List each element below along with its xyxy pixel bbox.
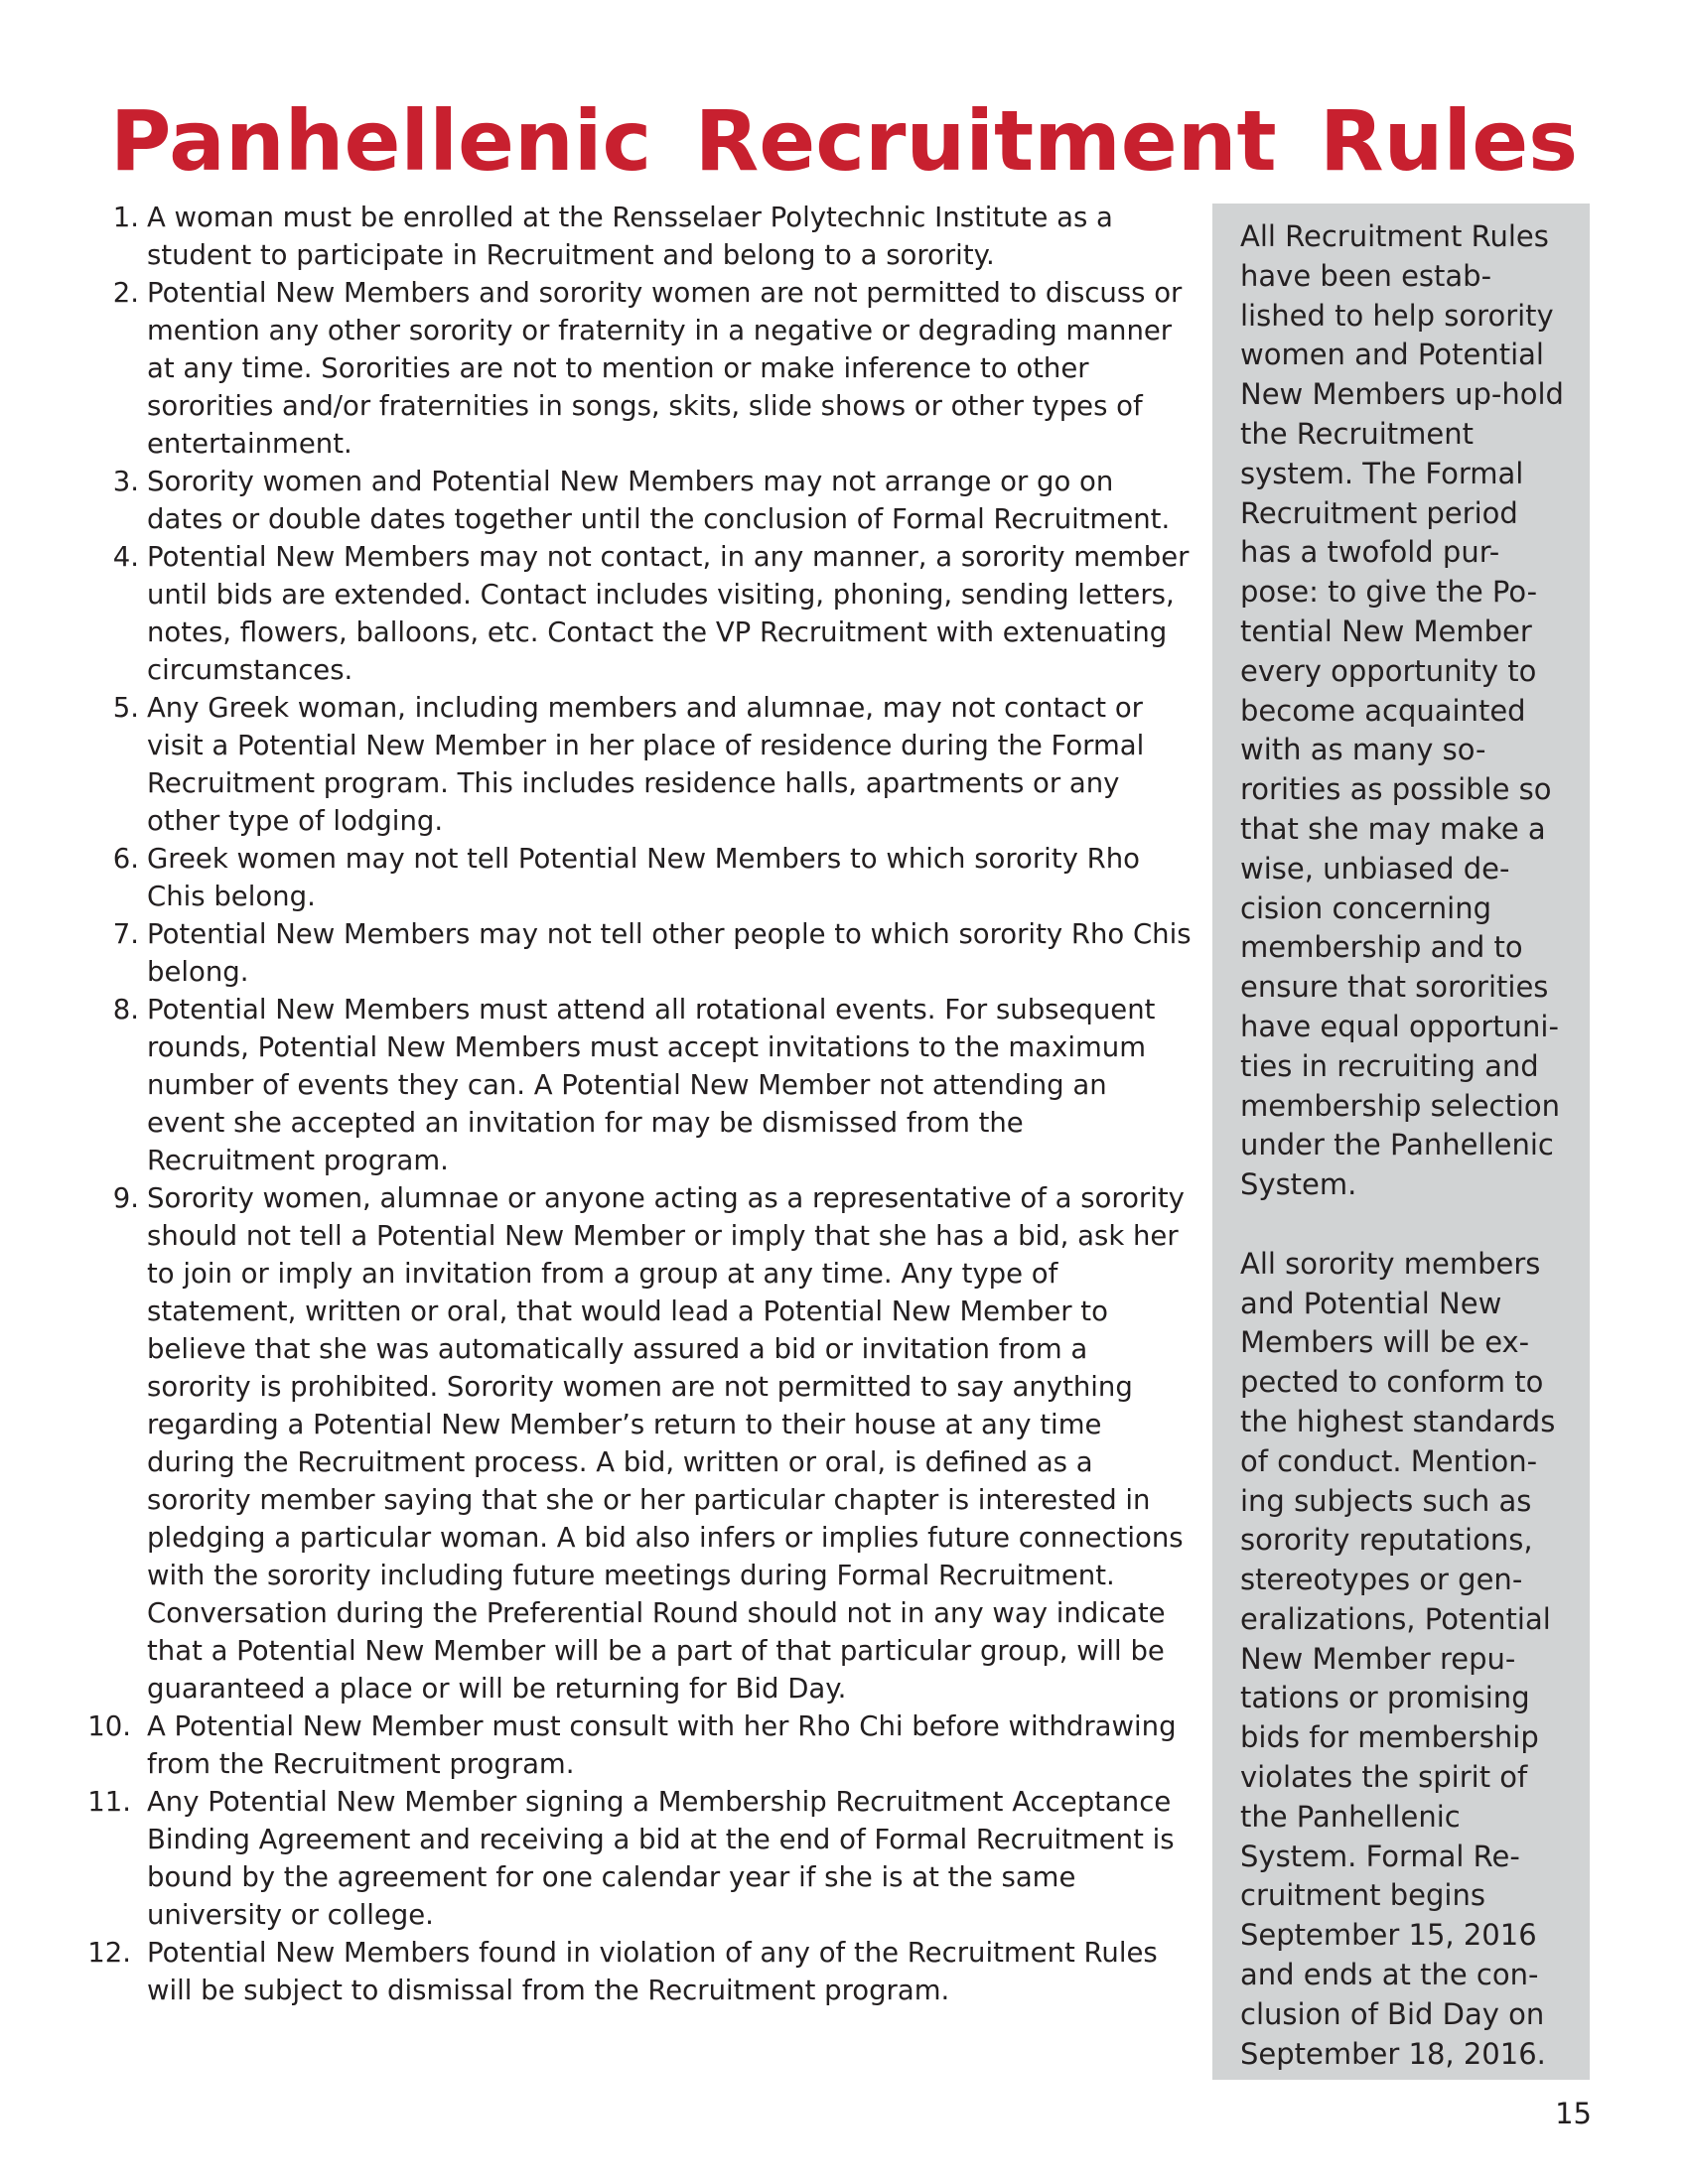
rule-number: 1.: [112, 202, 139, 233]
rule-number: 3.: [112, 466, 139, 497]
rule-item-12: [89, 1934, 1192, 2009]
rule-item-2: [89, 274, 1192, 463]
rule-number: 7.: [112, 918, 139, 950]
rule-number: 4.: [112, 541, 139, 573]
page-number: 15: [1555, 2097, 1592, 2130]
rule-item-4: [89, 538, 1192, 689]
rule-text: Sorority women, alumnae or anyone acting as a representative of a sorority should not tell a Potential New Member or imply that she has a bid, ask her to join or imply an invitation from a group at any time. Any type of statement, written or oral, that would lead a Potential New Member to believe that she was automatically assured a bid or invitation from a sorority is prohibited. Sorority women are not permitted to say anything regarding a Potential New Member’s return to their house at any time during the Recruitment process. A bid, written or oral, is defined as a sorority member saying that she or her particular chapter is interested in pledging a particular woman. A bid also infers or implies future connections with the sorority including future meetings during Formal Recruitment. Conversation during the Preferential Round should not in any way indicate that a Potential New Member will be a part of that particular group, will be guaranteed a place or will be returning for Bid Day.: [147, 1182, 1185, 1705]
rule-item-10: [89, 1707, 1192, 1783]
rule-text: Greek women may not tell Potential New Members to which sorority Rho Chis belong.: [147, 843, 1140, 912]
page-title: Panhellenic Recruitment Rules: [109, 92, 1579, 190]
rule-text: Potential New Members may not contact, in any manner, a sorority member until bids are extended. Contact includes visiting, phoning, sending letters, notes, flowers, balloons, etc. Contact the VP Recruitment with extenuating circumstances.: [147, 541, 1190, 686]
rule-text: Potential New Members found in violation of any of the Recruitment Rules will be subject to dismissal from the Recruitment program.: [147, 1937, 1158, 2006]
rule-text: Potential New Members may not tell other people to which sorority Rho Chis belong.: [147, 918, 1192, 988]
rule-item-1: [89, 199, 1192, 274]
rule-item-5: [89, 689, 1192, 840]
rule-number: 5.: [112, 692, 139, 724]
sidebar-box: [1212, 204, 1590, 2080]
rules-list: [89, 199, 1192, 2009]
rule-item-7: [89, 915, 1192, 991]
rule-number: 2.: [112, 277, 139, 309]
rule-item-8: [89, 991, 1192, 1179]
rule-number: 11.: [87, 1786, 131, 1818]
rule-text: Any Potential New Member signing a Membership Recruitment Acceptance Binding Agreement and receiving a bid at the end of Formal Recruitment is bound by the agreement for one calendar year if she is at the same university or college.: [147, 1786, 1175, 1931]
rule-number: 10.: [87, 1710, 131, 1742]
rule-item-6: [89, 840, 1192, 915]
sidebar-paragraph-2: All sorority members and Potential New Members will be ex-pected to conform to the highest standards of conduct. Mention-ing subjects such as sorority reputations, stereotypes or gen-eralizations, Potential New Member repu-tations or promising bids for membership violates the spirit of the Panhellenic System. Formal Re-cruitment begins September 15, 2016 and ends at the con-clusion of Bid Day on September 18, 2016.: [1240, 1246, 1556, 2071]
rule-number: 12.: [87, 1937, 131, 1969]
rule-text: Sorority women and Potential New Members may not arrange or go on dates or double dates together until the conclusion of Formal Recruitment.: [147, 466, 1171, 535]
rule-text: A Potential New Member must consult with her Rho Chi before withdrawing from the Recruitment program.: [147, 1710, 1177, 1780]
rule-number: 9.: [112, 1182, 139, 1214]
sidebar-paragraph-1: All Recruitment Rules have been estab-lished to help sorority women and Potential New Members up-hold the Recruitment system. The Formal Recruitment period has a twofold pur-pose: to give the Po-tential New Member every opportunity to become acquainted with as many so-rorities as possible so that she may make a wise, unbiased de-cision concerning membership and to ensure that sororities have equal opportuni-ties in recruiting and membership selection under the Panhellenic System.: [1240, 219, 1564, 1202]
rule-number: 6.: [112, 843, 139, 875]
rule-text: A woman must be enrolled at the Rensselaer Polytechnic Institute as a student to participate in Recruitment and belong to a sorority.: [147, 202, 1113, 271]
rule-item-3: [89, 463, 1192, 538]
rule-item-9: [89, 1179, 1192, 1707]
rule-item-11: [89, 1783, 1192, 1934]
rule-text: Potential New Members must attend all rotational events. For subsequent rounds, Potential New Members must accept invitations to the maximum number of events they can. A Potential New Member not attending an event she accepted an invitation for may be dismissed from the Recruitment program.: [147, 994, 1156, 1176]
rule-number: 8.: [112, 994, 139, 1025]
rule-text: Potential New Members and sorority women are not permitted to discuss or mention any other sorority or fraternity in a negative or degrading manner at any time. Sororities are not to mention or make inference to other sororities and/or fraternities in songs, skits, slide shows or other types of entertainment.: [147, 277, 1183, 460]
rule-text: Any Greek woman, including members and alumnae, may not contact or visit a Potential New Member in her place of residence during the Formal Recruitment program. This includes residence halls, apartments or any other type of lodging.: [147, 692, 1145, 837]
